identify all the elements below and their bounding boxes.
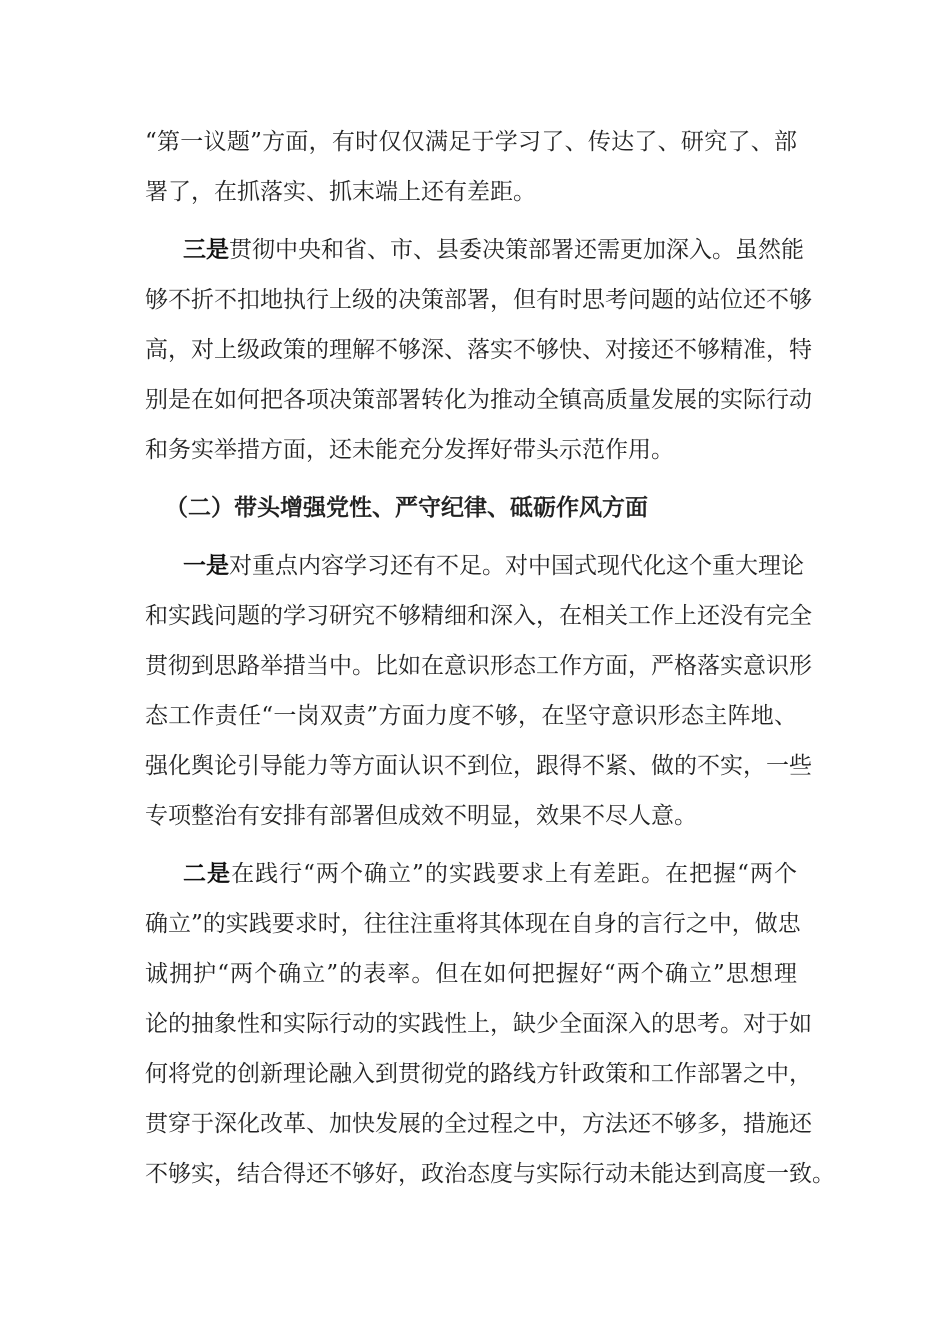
text-line — [145, 325, 812, 375]
text-line — [145, 425, 797, 475]
paragraph — [145, 849, 835, 1199]
text-line — [145, 541, 804, 591]
paragraph — [145, 225, 812, 475]
text-line — [145, 691, 797, 741]
line-text: 贯彻到思路举措当中。比如在意识形态工作方面，严格落实意识形 — [145, 653, 812, 679]
text-line — [145, 641, 812, 691]
line-text: 够不折不扣地执行上级的决策部署，但有时思考问题的站位还不够 — [145, 287, 812, 313]
text-line — [145, 1099, 812, 1149]
text-line — [145, 275, 812, 325]
line-text: 别是在如何把各项决策部署转化为推动全镇高质量发展的实际行动 — [145, 387, 812, 413]
paragraph — [145, 117, 797, 217]
paragraph-lead: 三是 — [183, 236, 229, 263]
text-line — [145, 117, 797, 167]
text-line — [145, 849, 797, 899]
line-text: 论的抽象性和实际行动的实践性上，缺少全面深入的思考。对于如 — [145, 1011, 812, 1037]
text-line — [145, 949, 797, 999]
text-line — [145, 375, 812, 425]
paragraph-lead: 一是 — [183, 552, 229, 579]
line-text: 贯彻中央和省、市、县委决策部署还需更加深入。虽然能 — [229, 237, 804, 263]
line-text: 不够实，结合得还不够好，政治态度与实际行动未能达到高度一致。 — [145, 1161, 835, 1187]
text-line — [145, 999, 812, 1049]
heading-text: （二）带头增强党性、严守纪律、砥砺作风方面 — [165, 494, 648, 521]
document-page — [145, 117, 835, 1207]
line-text: “第一议题”方面，有时仅仅满足于学习了、传达了、研究了、部 — [145, 129, 797, 155]
section-heading — [145, 483, 797, 533]
line-text: 署了，在抓落实、抓末端上还有差距。 — [145, 179, 536, 205]
line-text: 和实践问题的学习研究不够精细和深入，在相关工作上还没有完全 — [145, 603, 812, 629]
line-text: 高，对上级政策的理解不够深、落实不够快、对接还不够精准，特 — [145, 337, 812, 363]
line-text: 何将党的创新理论融入到贯彻党的路线方针政策和工作部署之中， — [145, 1061, 812, 1087]
text-line — [145, 899, 801, 949]
text-line — [145, 1149, 835, 1199]
text-line — [145, 167, 797, 217]
line-text: 强化舆论引导能力等方面认识不到位，跟得不紧、做的不实，一些 — [145, 753, 812, 779]
line-text: 确立”的实践要求时，往往注重将其体现在自身的言行之中，做忠 — [145, 911, 801, 937]
text-line — [145, 225, 804, 275]
text-line — [145, 791, 797, 841]
text-line — [145, 591, 812, 641]
paragraph-lead: 二是 — [183, 860, 232, 887]
line-text: 贯穿于深化改革、加快发展的全过程之中，方法还不够多，措施还 — [145, 1111, 812, 1137]
line-text: 和务实举措方面，还未能充分发挥好带头示范作用。 — [145, 437, 674, 463]
line-text: 专项整治有安排有部署但成效不明显，效果不尽人意。 — [145, 803, 697, 829]
line-text: 诚拥护“两个确立”的表率。但在如何把握好“两个确立”思想理 — [145, 961, 797, 987]
line-text: 对重点内容学习还有不足。对中国式现代化这个重大理论 — [229, 553, 804, 579]
line-text: 在践行“两个确立”的实践要求上有差距。在把握“两个 — [231, 861, 798, 887]
paragraph — [145, 541, 812, 841]
line-text: 态工作责任“一岗双责”方面力度不够，在坚守意识形态主阵地、 — [145, 703, 797, 729]
text-line — [145, 741, 812, 791]
text-line — [145, 1049, 812, 1099]
